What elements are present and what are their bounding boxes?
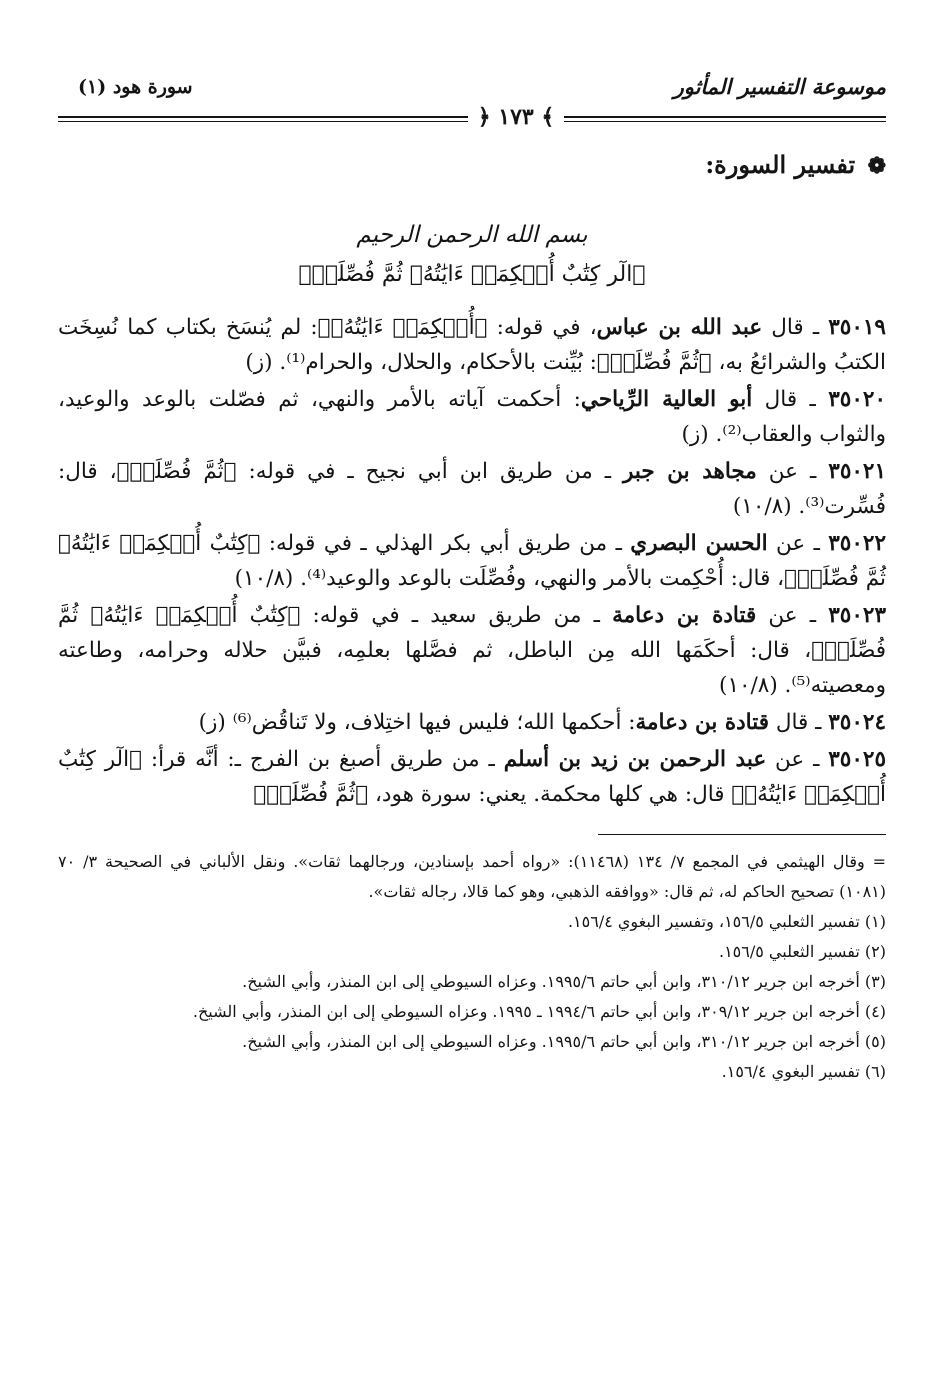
entry (58, 598, 886, 703)
verse-heading: ﴿الٓر كِتَٰبٌ أُحۡكِمَتۡ ءَايَٰتُهُۥ ثُمَّ فُصِّلَتۡ﴾ (298, 262, 646, 287)
entry-connector: ـ قال (762, 315, 829, 340)
entry-connector: ـ عن (766, 747, 829, 772)
surah-name: سورة هود (١) (78, 76, 193, 98)
entry-connector: ـ عن (756, 459, 829, 484)
entry-connector: ـ عن (767, 531, 829, 556)
entry (58, 454, 886, 524)
entry-number: ٣٥٠٢٠ (828, 387, 886, 412)
narrator-name: مجاهد بن جبر (623, 459, 757, 484)
entry-number: ٣٥٠٢٤ (828, 710, 886, 735)
entry-text: ـ من طريق سعيد ـ في قوله: ﴿كِتَٰبٌ أُحۡكِمَتۡ ءَايَٰتُهُۥ ثُمَّ فُصِّلَتۡ﴾، قال: أحكَمَها الله مِن الباطل، ثم فصَّلها بعلمِه، فبيَّن حلاله وحرامه، وطاعته ومعصيته⁽⁵⁾. (١٠/٨) (58, 603, 886, 698)
footnotes (58, 847, 886, 1087)
narrator-name: قتادة بن دعامة (612, 603, 757, 628)
entry-text: : أحكمت آياته بالأمر والنهي، ثم فصّلت بالوعد والوعيد، والثواب والعقاب⁽²⁾. (ز) (58, 387, 886, 447)
basmala: بسم الله الرحمن الرحيم (356, 222, 588, 248)
footnote: (٤) أخرجه ابن جرير ٣٠٩/١٢، وابن أبي حاتم ١٩٩٤/٦ ـ ١٩٩٥. وعزاه السيوطي إلى ابن المنذر، وأبي الشيخ. (192, 1002, 886, 1021)
entry-connector: ـ عن (756, 603, 829, 628)
footnote: (٣) أخرجه ابن جرير ٣١٠/١٢، وابن أبي حاتم ١٩٩٥/٦. وعزاه السيوطي إلى ابن المنذر، وأبي الشيخ. (242, 972, 886, 991)
entry (58, 382, 886, 452)
entry-number: ٣٥٠١٩ (828, 315, 886, 340)
footnote-divider (598, 834, 886, 835)
footnote: (٢) تفسير الثعلبي ١٥٦/٥. (718, 942, 886, 961)
rule-right (564, 116, 886, 122)
entry-number: ٣٥٠٢٣ (828, 603, 886, 628)
page-number: ﴾ ١٧٣ ﴿ (477, 104, 555, 130)
narrator-name: أبو العالية الرِّياحي (580, 387, 753, 412)
entry-number: ٣٥٠٢١ (828, 459, 887, 484)
section-title (58, 150, 886, 192)
narrator-name: الحسن البصري (630, 531, 768, 556)
narrator-name: قتادة بن دعامة (635, 710, 769, 735)
entry (58, 742, 886, 812)
footnote: (٦) تفسير البغوي ١٥٦/٤. (721, 1062, 886, 1081)
narrator-name: عبد الله بن عباس (596, 315, 763, 340)
entry (58, 526, 886, 596)
entry-connector: ـ قال (768, 710, 829, 735)
footnote: (٥) أخرجه ابن جرير ٣١٠/١٢، وابن أبي حاتم ١٩٩٥/٦. وعزاه السيوطي إلى ابن المنذر، وأبي الشيخ. (242, 1032, 886, 1051)
footnote: = وقال الهيثمي في المجمع ٧/ ١٣٤ (١١٤٦٨): «رواه أحمد بإسنادين، ورجالهما ثقات». ونقل الألباني في الصحيحة ٣/ ٧٠ (١٠٨١) تصحيح الحاكم له، ثم قال: «ووافقه الذهبي، وهو كما قالا، رجاله ثقات». (58, 852, 887, 901)
entry-text: : أحكمها الله؛ فليس فيها اختِلاف، ولا تَناقُض⁽⁶⁾ (ز) (198, 710, 636, 735)
entry-connector: ـ قال (752, 387, 829, 412)
entries (58, 310, 886, 812)
flower-icon: ❁ (867, 153, 886, 179)
entry (58, 310, 886, 380)
footnote: (١) تفسير الثعلبي ١٥٦/٥، وتفسير البغوي ١٥٦/٤. (567, 912, 886, 931)
entry-text: ـ من طريق ابن أبي نجيح ـ في قوله: ﴿ثُمَّ فُصِّلَتۡ﴾، قال: فُسِّرت⁽³⁾. (١٠/٨) (58, 459, 886, 519)
entry-number: ٣٥٠٢٢ (828, 531, 886, 556)
entry-text: ـ من طريق أصبغ بن الفرج ـ: أنَّه قرأ: ﴿الٓر كِتَٰبٌ أُحۡكِمَتۡ ءَايَٰتُهُۥ﴾ قال: هي كلها محكمة. يعني: سورة هود، ﴿ثُمَّ فُصِّلَتۡ﴾ (58, 747, 886, 807)
entry (58, 705, 886, 740)
narrator-name: عبد الرحمن بن زيد بن أسلم (503, 747, 767, 772)
book-title: موسوعة التفسير المأثور (673, 74, 886, 99)
section-title-text: تفسير السورة: (705, 150, 856, 179)
page (58, 70, 886, 1087)
entry-text: ، في قوله: ﴿أُحۡكِمَتۡ ءَايَٰتُهُۥ﴾: لم يُنسَخ بكتاب كما نُسِخَت الكتبُ والشرائعُ به، ﴿ثُمَّ فُصِّلَتۡ﴾: بُيِّنت بالأحكام، والحلال، والحرام⁽¹⁾. (ز) (58, 315, 886, 375)
entry-number: ٣٥٠٢٥ (828, 747, 886, 772)
rule-left (58, 116, 468, 122)
entry-text: ـ من طريق أبي بكر الهذلي ـ في قوله: ﴿كِتَٰبٌ أُحۡكِمَتۡ ءَايَٰتُهُۥ ثُمَّ فُصِّلَتۡ﴾، قال: أُحْكِمت بالأمر والنهي، وفُصِّلَت بالوعد والوعيد⁽⁴⁾. (١٠/٨) (58, 531, 886, 591)
header-rule (58, 104, 886, 130)
